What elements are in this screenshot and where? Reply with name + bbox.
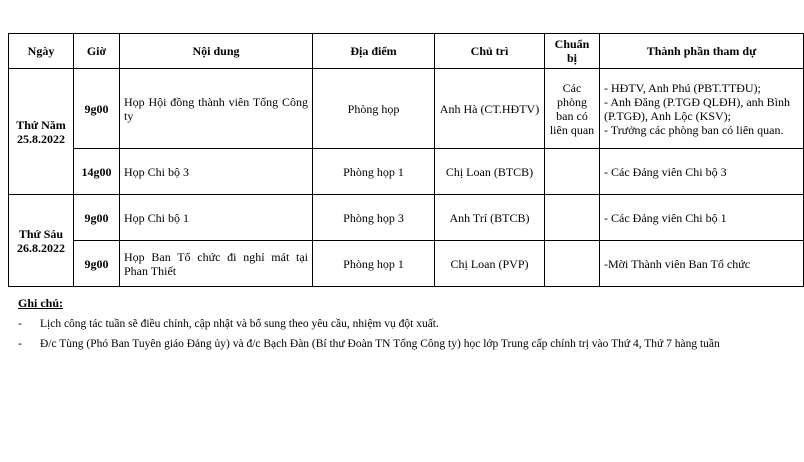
prep-cell xyxy=(545,241,600,287)
note-item xyxy=(18,318,758,330)
notes-title: Ghi chú: xyxy=(18,296,64,310)
header-row xyxy=(9,34,804,69)
content-cell: Họp Hội đồng thành viên Tổng Công ty xyxy=(120,69,313,149)
location-cell: Phòng họp 1 xyxy=(313,149,435,195)
note-bullet: - xyxy=(18,318,22,330)
prep-cell xyxy=(545,149,600,195)
attendees-cell: -Mời Thành viên Ban Tổ chức xyxy=(600,241,804,287)
header-content: Nội dung xyxy=(120,34,313,69)
day-cell: Thứ Sáu 26.8.2022 xyxy=(9,195,74,287)
header-time: Giờ xyxy=(74,34,120,69)
time-cell: 9g00 xyxy=(74,241,120,287)
prep-cell: Các phòng ban có liên quan xyxy=(545,69,600,149)
attendees-cell: - Các Đảng viên Chi bộ 1 xyxy=(600,195,804,241)
location-cell: Phòng họp 3 xyxy=(313,195,435,241)
table-row xyxy=(9,195,804,241)
attendees-cell xyxy=(600,69,804,149)
day-cell: Thứ Năm 25.8.2022 xyxy=(9,69,74,195)
attendee-line: - Trưởng các phòng ban có liên quan. xyxy=(604,122,784,137)
time-cell: 14g00 xyxy=(74,149,120,195)
note-text: Đ/c Tùng (Phó Ban Tuyên giáo Đảng ủy) và đ/c Bạch Đàn (Bí thư Đoàn TN Tổng Công ty) học lớp Trung cấp chính trị vào Thứ 4, Thứ 7 hàng tuần xyxy=(40,338,720,350)
header-location: Địa điểm xyxy=(313,34,435,69)
chair-cell: Chị Loan (BTCB) xyxy=(435,149,545,195)
note-text: Lịch công tác tuần sẽ điều chỉnh, cập nhật và bổ sung theo yêu cầu, nhiệm vụ đột xuất. xyxy=(40,318,439,330)
table-row xyxy=(9,69,804,149)
header-prep: Chuẩn bị xyxy=(545,34,600,69)
attendee-line: - Anh Đăng (P.TGĐ QLĐH), anh Bình (P.TGĐ), Anh Lộc (KSV); xyxy=(604,94,790,123)
table-row xyxy=(9,241,804,287)
chair-cell: Anh Hà (CT.HĐTV) xyxy=(435,69,545,149)
time-cell: 9g00 xyxy=(74,195,120,241)
header-attendees: Thành phần tham dự xyxy=(600,34,804,69)
content-cell: Họp Chi bộ 1 xyxy=(120,195,313,241)
attendees-cell: - Các Đảng viên Chi bộ 3 xyxy=(600,149,804,195)
schedule-table xyxy=(8,33,804,287)
content-cell: Họp Ban Tổ chức đi nghỉ mát tại Phan Thiết xyxy=(120,241,313,287)
chair-cell: Chị Loan (PVP) xyxy=(435,241,545,287)
time-cell: 9g00 xyxy=(74,69,120,149)
table-row xyxy=(9,149,804,195)
location-cell: Phòng họp xyxy=(313,69,435,149)
note-bullet: - xyxy=(18,338,22,350)
content-cell: Họp Chi bộ 3 xyxy=(120,149,313,195)
prep-cell xyxy=(545,195,600,241)
chair-cell: Anh Trí (BTCB) xyxy=(435,195,545,241)
header-day: Ngày xyxy=(9,34,74,69)
notes-section xyxy=(18,296,758,358)
header-chair: Chủ trì xyxy=(435,34,545,69)
note-item xyxy=(18,338,758,350)
attendee-line: - HĐTV, Anh Phú (PBT.TTĐU); xyxy=(604,80,761,95)
location-cell: Phòng họp 1 xyxy=(313,241,435,287)
